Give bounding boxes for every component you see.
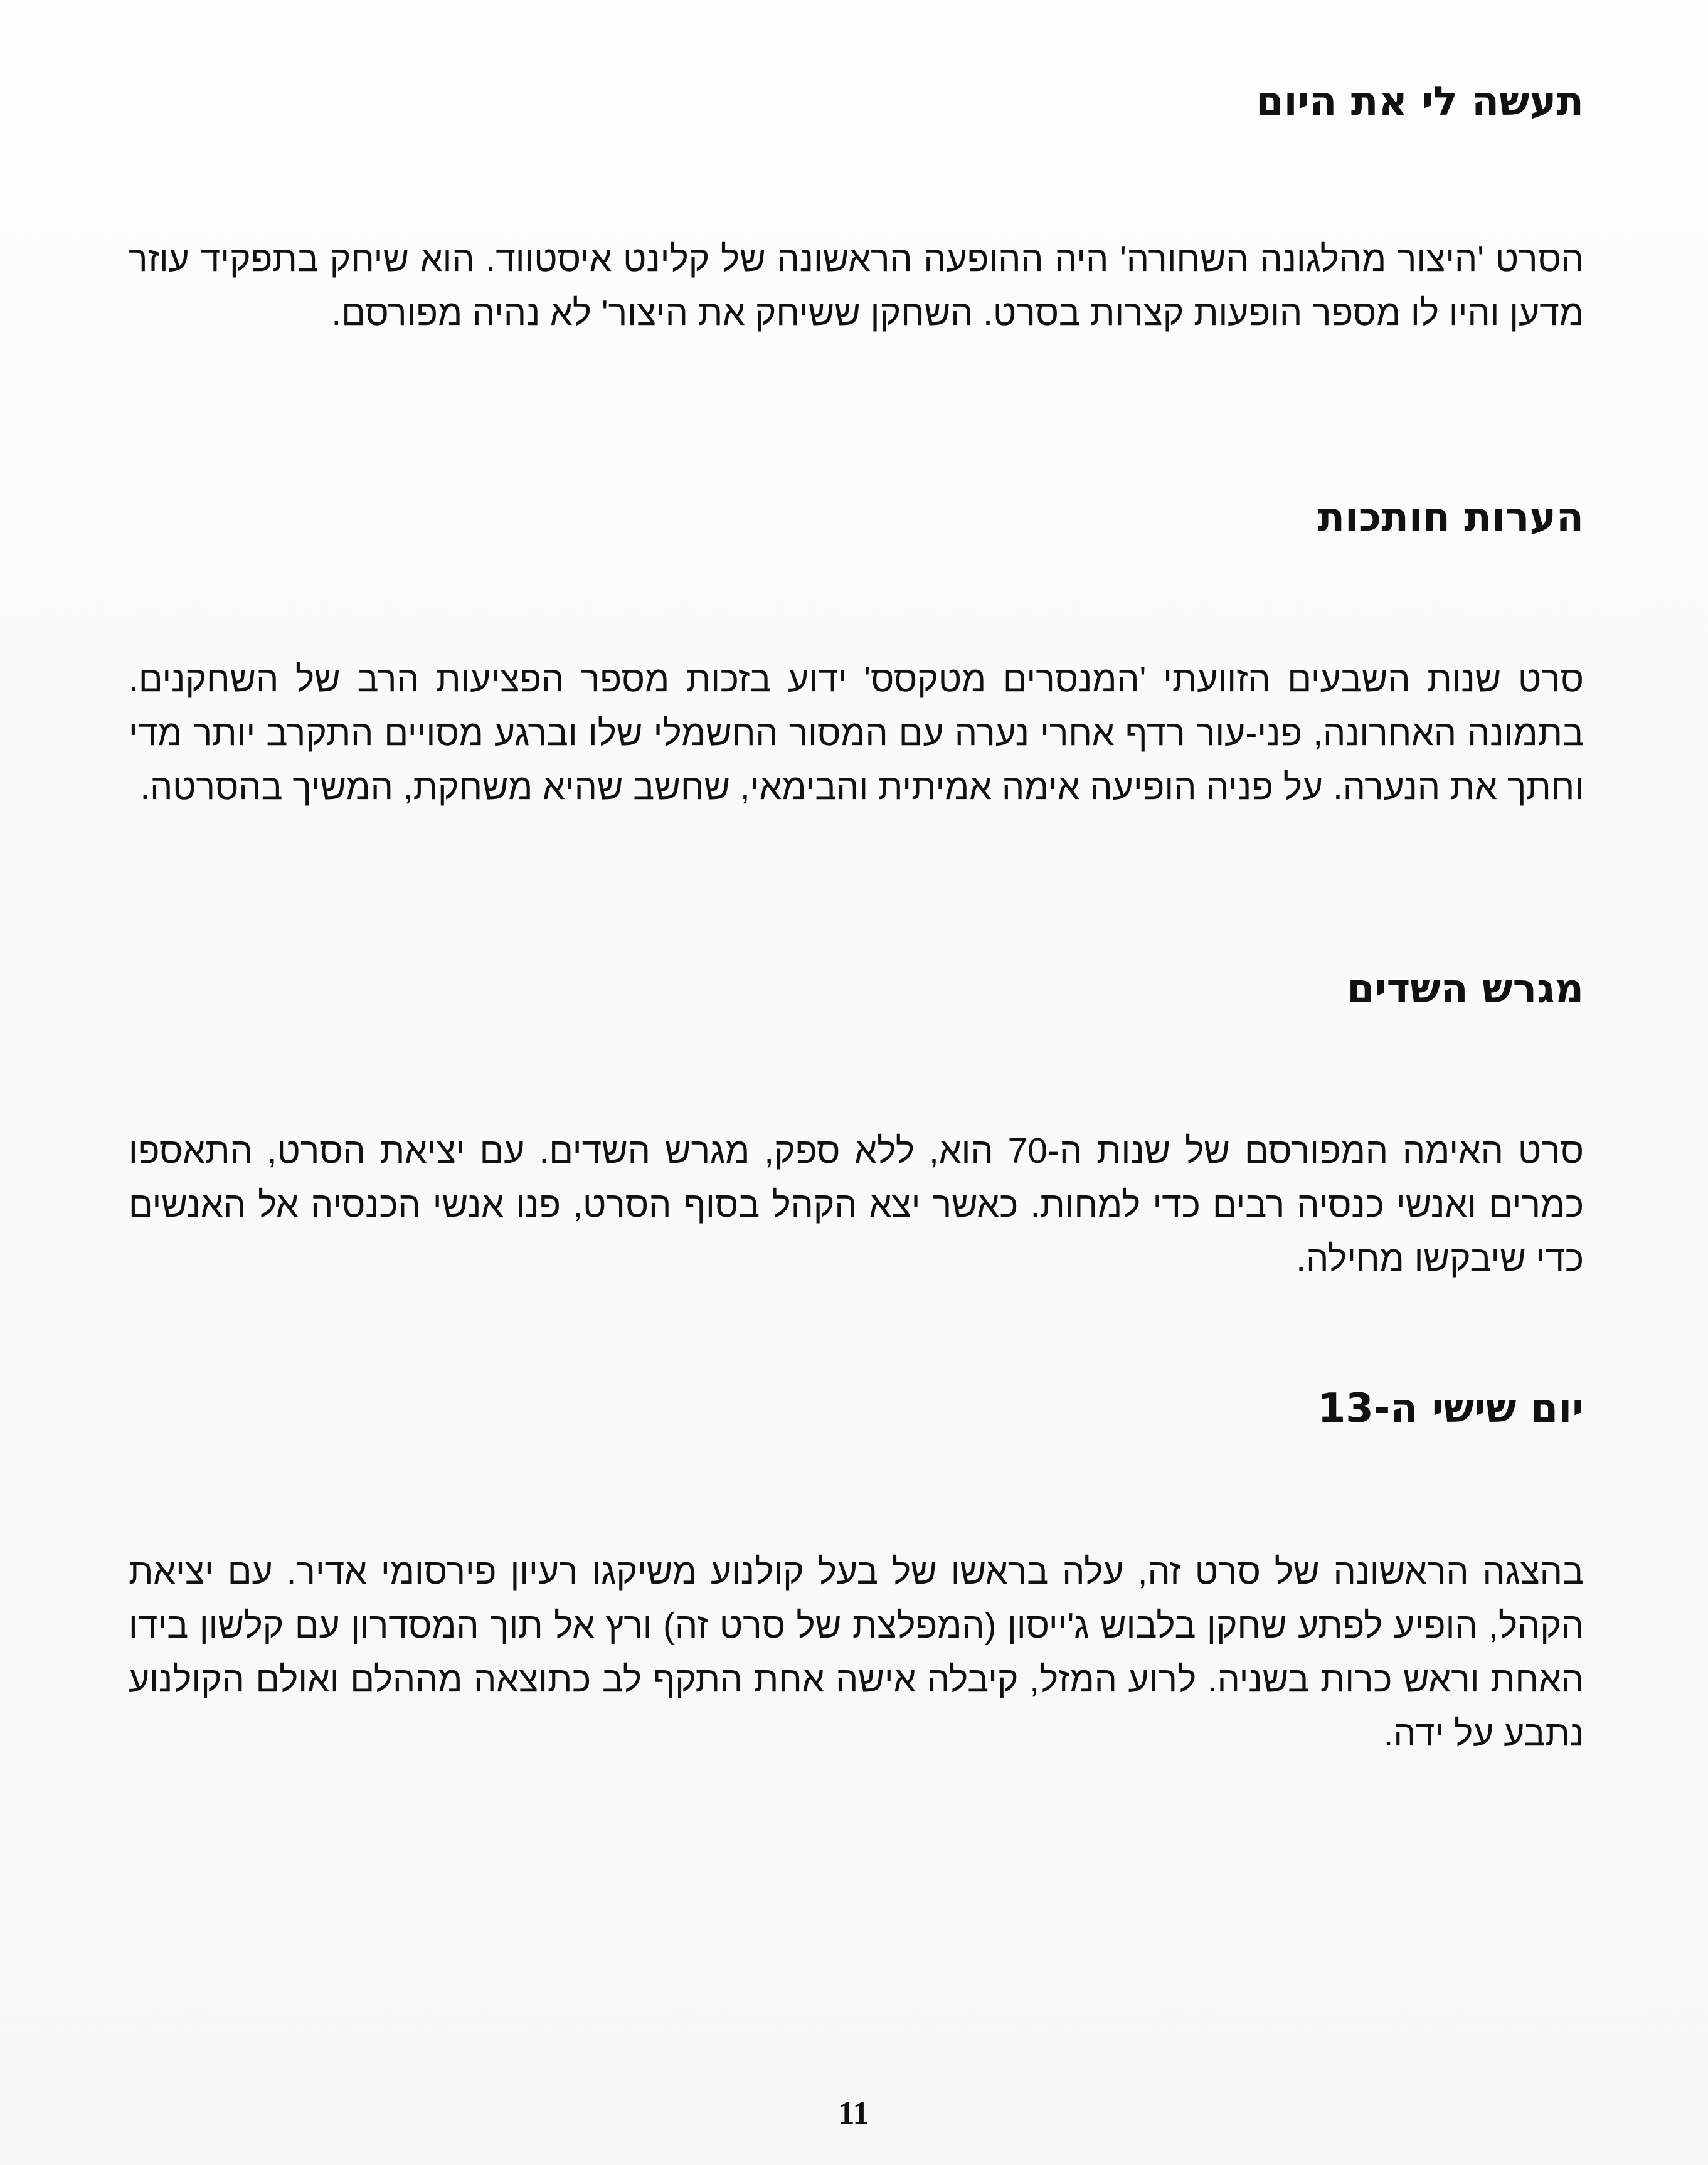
section-body-3: סרט האימה המפורסם של שנות ה-70 הוא, ללא ספק, מגרש השדים. עם יציאת הסרט, התאספו כמרים ואנשי כנסיה רבים כדי למחות. כאשר יצא הקהל בסוף הסרט, פנו אנשי הכנסיה אל האנשים כדי שיבקשו מחילה. (129, 1131, 1584, 1279)
section-body-1: הסרט 'היצור מהלגונה השחורה' היה ההופעה הראשונה של קלינט איסטווד. הוא שיחק בתפקיד עוזר מדען והיו לו מספר הופעות קצרות בסרט. השחקן ששיחק את היצור' לא נהיה מפורסם. (129, 239, 1584, 333)
section-heading-3: מגרש השדים (1347, 966, 1584, 1012)
section-heading-2: הערות חותכות (1317, 494, 1584, 541)
section-body-2: סרט שנות השבעים הזוועתי 'המנסרים מטקסס' ידוע בזכות מספר הפציעות הרב של השחקנים. בתמונה האחרונה, פני-עור רדף אחרי נערה עם המסור החשמלי שלו וברגע מסויים התקרב יותר מדי וחתך את הנערה. על פניה הופיעה אימה אמיתית והבימאי, שחשב שהיא משחקת, המשיך בהסרטה. (129, 659, 1584, 807)
section-heading-4: יום שישי ה-13 (1317, 1385, 1584, 1432)
page-number: 11 (838, 2095, 869, 2131)
section-heading-1: תעשה לי את היום (1256, 78, 1584, 125)
section-body-4: בהצגה הראשונה של סרט זה, עלה בראשו של בעל קולנוע משיקגו רעיון פירסומי אדיר. עם יציאת הקהל, הופיע לפתע שחקן בלבוש ג'ייסון (המפלצת של סרט זה) ורץ אל תוך המסדרון עם קלשון בידו האחת וראש כרות בשניה. לרוע המזל, קיבלה אישה אחת התקף לב כתוצאה מההלם ואולם הקולנוע נתבע על ידה. (129, 1552, 1584, 1754)
